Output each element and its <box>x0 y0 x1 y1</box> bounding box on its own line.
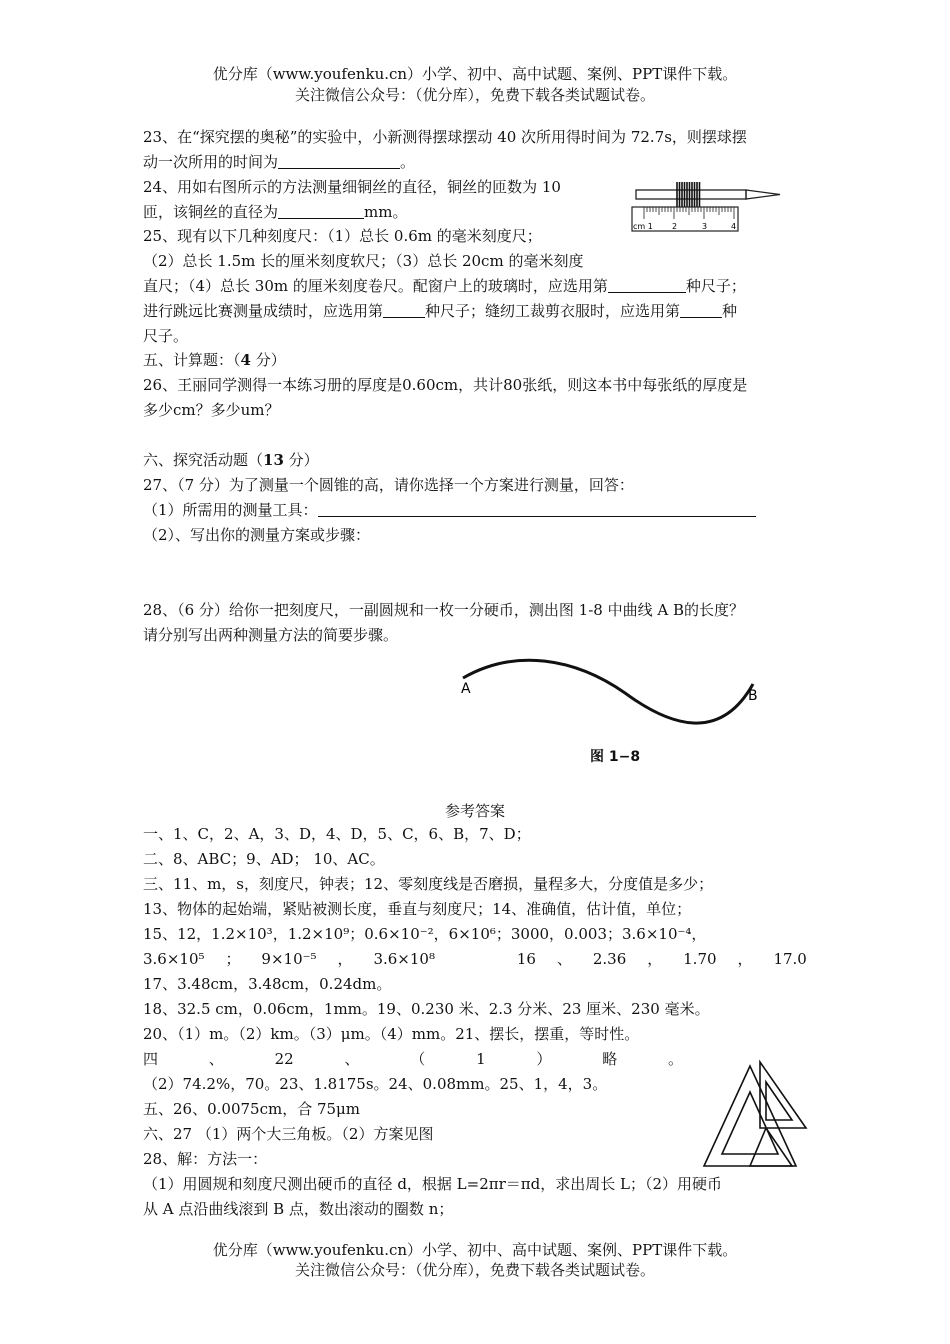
answer-22-item: 略 <box>602 1050 618 1068</box>
q26-line-1: 26、王丽同学测得一本练习册的厚度是0.60cm，共计80张纸，则这本书中每张纸的厚度是 <box>143 376 748 394</box>
section-6-tail: 分） <box>283 451 319 469</box>
answer-line-10 <box>143 1048 683 1070</box>
section-5-title <box>143 349 286 371</box>
q28-line-1: 28、（6 分）给你一把刻度尺，一副圆规和一枚一分硬币，测出图 1-8 中曲线 A B的长度？ <box>143 601 744 619</box>
ruler-wire-figure <box>630 174 790 244</box>
answer-16-item: 9×10⁻⁵ <box>261 950 317 968</box>
answer-22-item: 22 <box>274 1050 294 1068</box>
answer-line-1: 一、1、C，2、A，3、D，4、D，5、C，6、B，7、D； <box>143 825 531 843</box>
answer-16-item: 3.6×10⁵ <box>143 950 205 968</box>
answer-line-2: 二、8、ABC；9、AD； 10、AC。 <box>143 850 385 868</box>
answer-line-6 <box>143 948 807 970</box>
answer-16-item: 16 <box>516 950 536 968</box>
set-squares-figure <box>700 1058 812 1170</box>
section-6-label: 六、探究活动题（ <box>143 451 264 469</box>
answer-16-item: 17.0 <box>773 950 807 968</box>
q23-text: 动一次所用的时间为 <box>143 153 279 171</box>
answer-16-item: ； <box>225 950 241 968</box>
answer-22-item: 1 <box>476 1050 486 1068</box>
curve-ab-figure <box>455 648 775 743</box>
answer-16-item: 1.70 <box>683 950 717 968</box>
ruler-label-3: 3 <box>702 222 708 231</box>
triangle-inner-left <box>722 1092 778 1154</box>
answer-22-item: 四 <box>143 1050 159 1068</box>
answers-title: 参考答案 <box>444 802 505 820</box>
q23-line-1: 23、在“探究摆的奥秘”的实验中，小新测得摆球摆动 40 次所用得时间为 72.7s，则摆球摆 <box>143 128 747 146</box>
point-a-label: A <box>461 681 471 697</box>
q25-blank-3 <box>680 301 722 318</box>
curve-ab <box>463 660 753 723</box>
q23-answer-blank <box>278 152 400 169</box>
q25-line-4-tail: 种 <box>722 302 738 320</box>
q25-line-3 <box>143 275 746 297</box>
answer-line-4: 13、物体的起始端，紧贴被测长度，垂直与刻度尺；14、准确值，估计值，单位； <box>143 900 692 918</box>
answer-16-item: 3.6×10⁸ <box>373 950 435 968</box>
answer-22-item: 。 <box>667 1050 683 1068</box>
answer-line-13: 六、27 （1）两个大三角板。（2）方案见图 <box>143 1125 434 1143</box>
answer-16-item: 2.36 <box>592 950 627 968</box>
answer-line-12: 五、26、0.0075cm，合 75μm <box>143 1100 361 1118</box>
answer-22-item: 、 <box>208 1050 224 1068</box>
pencil-rod <box>636 190 746 199</box>
q23-tail: 。 <box>400 153 416 171</box>
q25-blank-2 <box>383 301 425 318</box>
q25-line-1: 25、现有以下几种刻度尺：（1）总长 0.6m 的毫米刻度尺； <box>143 227 542 245</box>
q25-line-2: （2）总长 1.5m 长的厘米刻度软尺；（3）总长 20cm 的毫米刻度 <box>143 252 584 270</box>
answer-16-item: ， <box>737 950 753 968</box>
answer-16-item: ， <box>337 950 353 968</box>
q27-line-3: （2）、写出你的测量方案或步骤： <box>143 526 371 544</box>
q25-line-4-text: 进行跳远比赛测量成绩时，应选用第 <box>143 302 384 320</box>
q24-text: 匝，该铜丝的直径为 <box>143 203 279 221</box>
q24-answer-blank <box>278 202 364 219</box>
ruler-label-2: 2 <box>672 222 678 231</box>
header-line-1: 优分库（www.youfenku.cn）小学、初中、高中试题、案例、PPT课件下载。 <box>212 65 738 83</box>
answer-22-item: （ <box>410 1050 426 1068</box>
q27-tools-label: （1）所需用的测量工具： <box>143 501 318 519</box>
answer-line-14: 28、解：方法一： <box>143 1150 268 1168</box>
q26-line-2: 多少cm？多少um？ <box>143 401 280 419</box>
ruler-label-4: 4 <box>731 222 737 231</box>
section-6-title <box>143 449 319 471</box>
pencil-tip <box>746 190 780 199</box>
wire-coil <box>677 182 700 207</box>
q25-line-4 <box>143 300 737 322</box>
answer-line-15: （1）用圆规和刻度尺测出硬币的直径 d，根据 L=2πr＝πd，求出周长 L；（2）用硬币 <box>143 1175 723 1193</box>
header-line-2: 关注微信公众号：（优分库），免费下载各类试题试卷。 <box>294 86 655 104</box>
section-5-score: 4 <box>240 351 251 369</box>
answer-22-item: 、 <box>344 1050 360 1068</box>
q23-line-2 <box>143 151 415 173</box>
section-5-label: 五、计算题：（ <box>143 351 241 369</box>
q25-line-3-text: 直尺；（4）总长 30m 的厘米刻度卷尺。配窗户上的玻璃时，应选用第 <box>143 277 608 295</box>
point-b-label: B <box>748 688 758 704</box>
answer-line-16: 从 A 点沿曲线滚到 B 点，数出滚动的圈数 n； <box>143 1200 454 1218</box>
answer-line-5: 15、12，1.2×10³，1.2×10⁹；0.6×10⁻²，6×10⁶；3000，0.003；3.6×10⁻⁴， <box>143 925 707 943</box>
ruler-label-1: cm 1 <box>633 222 653 231</box>
q28-line-2: 请分别写出两种测量方法的简要步骤。 <box>143 626 399 644</box>
answer-line-11: （2）74.2%，70。23、1.8175s。24、0.08mm。25、1，4，3。 <box>143 1075 608 1093</box>
section-5-tail: 分） <box>250 351 286 369</box>
q25-line-3-tail: 种尺子； <box>685 277 746 295</box>
answer-16-item: 、 <box>556 950 572 968</box>
section-6-score: 13 <box>263 451 284 469</box>
figure-caption: 图 1−8 <box>590 749 641 765</box>
answer-line-7: 17、3.48cm，3.48cm，0.24dm。 <box>143 975 392 993</box>
q24-line-2 <box>143 201 407 223</box>
answer-line-3: 三、11、m，s，刻度尺，钟表；12、零刻度线是否磨损，量程多大，分度值是多少； <box>143 875 714 893</box>
q27-line-2 <box>143 499 756 521</box>
q27-line-1: 27、（7 分）为了测量一个圆锥的高，请你选择一个方案进行测量，回答： <box>143 476 634 494</box>
q25-line-5: 尺子。 <box>143 327 189 345</box>
answer-line-9: 20、（1）m。（2）km。（3）μm。（4）mm。21、摆长，摆重，等时性。 <box>143 1025 640 1043</box>
answer-line-8: 18、32.5 cm，0.06cm，1mm。19、0.230 米、2.3 分米、23 厘米、230 毫米。 <box>143 1000 710 1018</box>
triangle-bottom <box>750 1128 792 1166</box>
answer-16-item: ， <box>647 950 663 968</box>
answer-22-item: ） <box>536 1050 552 1068</box>
q24-unit: mm。 <box>364 203 408 221</box>
triangle-outer-right <box>760 1062 806 1128</box>
q25-line-4-mid: 种尺子；缝纫工裁剪衣服时，应选用第 <box>425 302 681 320</box>
q27-tools-blank <box>318 500 756 517</box>
footer-line-2: 关注微信公众号：（优分库），免费下载各类试题试卷。 <box>294 1261 655 1279</box>
q24-line-1: 24、用如右图所示的方法测量细铜丝的直径，铜丝的匝数为 10 <box>143 178 561 196</box>
ruler-ticks <box>644 207 734 219</box>
q25-blank-1 <box>608 276 686 293</box>
footer-line-1: 优分库（www.youfenku.cn）小学、初中、高中试题、案例、PPT课件下载。 <box>212 1241 738 1259</box>
